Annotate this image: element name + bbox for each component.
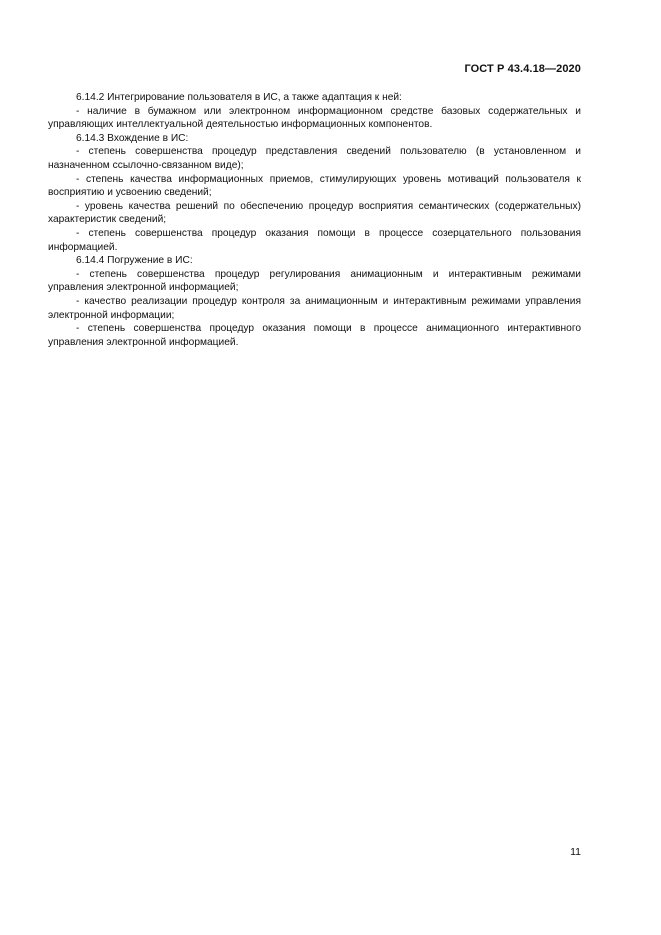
list-item: - степень совершенства процедур оказания помощи в процессе анимационного интерактивного управления электронной информацией. <box>48 323 581 348</box>
clause-6-14-4-heading: 6.14.4 Погружение в ИС: <box>76 255 193 267</box>
list-item: - степень качества информационных приемов, стимулирующих уровень мотиваций пользователя к восприятию и усвоению сведений; <box>48 173 581 199</box>
clause-6-14-2-heading: 6.14.2 Интегрирование пользователя в ИС, а также адаптация к ней: <box>76 92 402 103</box>
clause-6-14-3-heading: 6.14.3 Вхождение в ИС: <box>76 132 189 144</box>
document-standard-header: ГОСТ Р 43.4.18—2020 <box>464 63 581 75</box>
page-number: 11 <box>570 846 581 858</box>
list-item: - степень совершенства процедур регулирования анимационным и интерактивным режимами управления электронной информацией; <box>48 268 581 294</box>
list-item: - качество реализации процедур контроля за анимационным и интерактивным режимами управления электронной информации; <box>48 295 581 321</box>
list-item: - уровень качества решений по обеспечению процедур восприятия семантических (содержательных) характеристик сведений; <box>48 200 581 226</box>
list-item: - степень совершенства процедур оказания помощи в процессе созерцательного пользования информацией. <box>48 227 581 253</box>
list-item: - наличие в бумажном или электронном информационном средстве базовых содержательных и управляющих интеллектуальной деятельностью информационных компонентов. <box>48 105 581 131</box>
document-body <box>48 91 581 349</box>
list-item: - степень совершенства процедур представления сведений пользователю (в установленном и назначенном ссылочно-связанном виде); <box>48 146 581 171</box>
